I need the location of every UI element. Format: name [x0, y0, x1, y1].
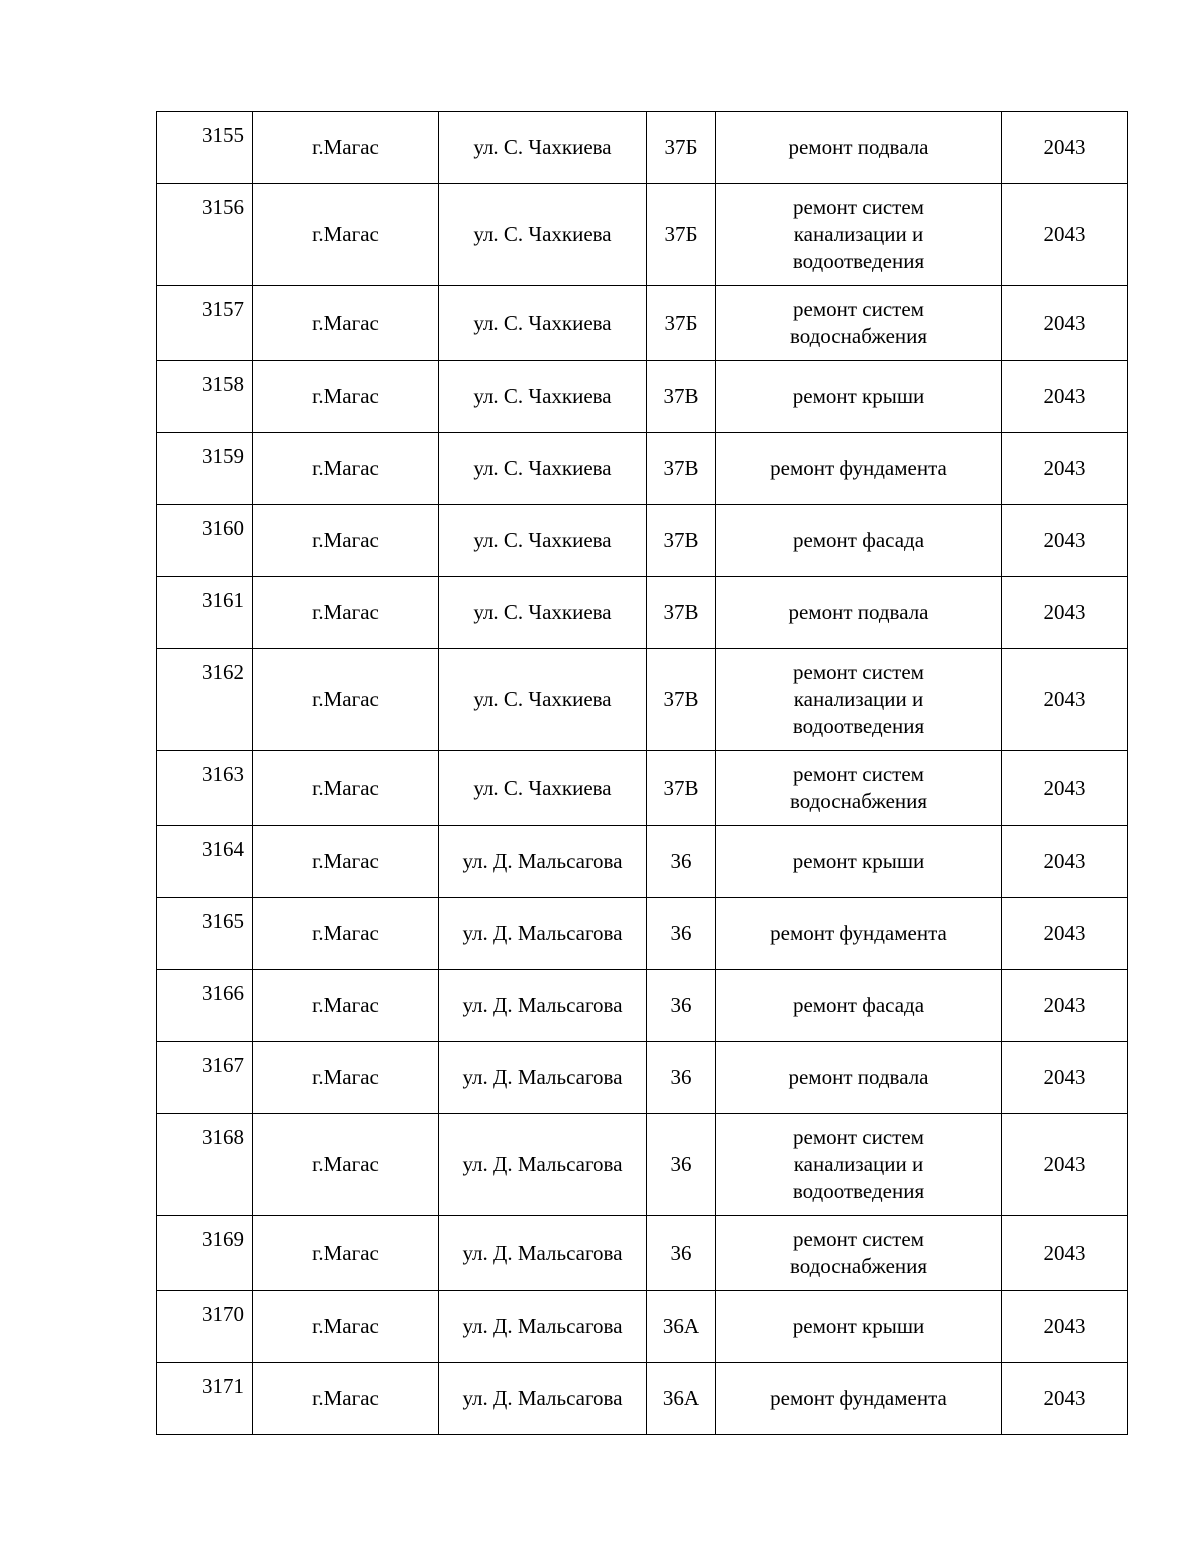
house-number-cell: 36	[647, 970, 716, 1042]
street-cell: ул. Д. Мальсагова	[439, 898, 647, 970]
house-number-cell: 37Б	[647, 184, 716, 286]
house-number-cell: 37В	[647, 361, 716, 433]
house-number-cell: 37Б	[647, 112, 716, 184]
street-cell: ул. С. Чахкиева	[439, 577, 647, 649]
table-row	[157, 970, 1128, 1042]
row-number: 3162	[157, 649, 253, 751]
row-number: 3167	[157, 1042, 253, 1114]
street-cell: ул. Д. Мальсагова	[439, 970, 647, 1042]
city-cell: г.Магас	[253, 184, 439, 286]
city-cell: г.Магас	[253, 1363, 439, 1435]
house-number-cell: 36	[647, 1114, 716, 1216]
street-cell: ул. Д. Мальсагова	[439, 1363, 647, 1435]
house-number-cell: 36	[647, 1216, 716, 1291]
work-type-cell: ремонт крыши	[716, 1291, 1002, 1363]
work-type-cell: ремонт систем канализации и водоотведения	[716, 649, 1002, 751]
street-cell: ул. С. Чахкиева	[439, 433, 647, 505]
row-number: 3164	[157, 826, 253, 898]
house-number-cell: 37В	[647, 433, 716, 505]
row-number: 3166	[157, 970, 253, 1042]
table-row	[157, 1363, 1128, 1435]
street-cell: ул. С. Чахкиева	[439, 112, 647, 184]
city-cell: г.Магас	[253, 1114, 439, 1216]
work-type-cell: ремонт систем водоснабжения	[716, 751, 1002, 826]
table-row	[157, 649, 1128, 751]
house-number-cell: 37В	[647, 751, 716, 826]
table-row	[157, 898, 1128, 970]
year-cell: 2043	[1002, 898, 1128, 970]
year-cell: 2043	[1002, 361, 1128, 433]
house-number-cell: 36	[647, 826, 716, 898]
work-type-cell: ремонт подвала	[716, 1042, 1002, 1114]
work-type-cell: ремонт крыши	[716, 826, 1002, 898]
street-cell: ул. С. Чахкиева	[439, 751, 647, 826]
table-row	[157, 112, 1128, 184]
work-type-cell: ремонт крыши	[716, 361, 1002, 433]
house-number-cell: 36	[647, 898, 716, 970]
house-number-cell: 37В	[647, 505, 716, 577]
city-cell: г.Магас	[253, 1216, 439, 1291]
year-cell: 2043	[1002, 751, 1128, 826]
city-cell: г.Магас	[253, 286, 439, 361]
year-cell: 2043	[1002, 1216, 1128, 1291]
work-type-cell: ремонт подвала	[716, 577, 1002, 649]
row-number: 3170	[157, 1291, 253, 1363]
row-number: 3161	[157, 577, 253, 649]
year-cell: 2043	[1002, 433, 1128, 505]
year-cell: 2043	[1002, 112, 1128, 184]
work-type-cell: ремонт фундамента	[716, 1363, 1002, 1435]
house-number-cell: 37В	[647, 577, 716, 649]
city-cell: г.Магас	[253, 970, 439, 1042]
work-type-cell: ремонт систем канализации и водоотведения	[716, 1114, 1002, 1216]
row-number: 3158	[157, 361, 253, 433]
table-row	[157, 577, 1128, 649]
street-cell: ул. Д. Мальсагова	[439, 1291, 647, 1363]
work-type-cell: ремонт систем водоснабжения	[716, 1216, 1002, 1291]
table-row	[157, 751, 1128, 826]
work-type-cell: ремонт фасада	[716, 970, 1002, 1042]
year-cell: 2043	[1002, 1114, 1128, 1216]
table-row	[157, 1291, 1128, 1363]
street-cell: ул. С. Чахкиева	[439, 184, 647, 286]
street-cell: ул. С. Чахкиева	[439, 286, 647, 361]
street-cell: ул. С. Чахкиева	[439, 505, 647, 577]
street-cell: ул. Д. Мальсагова	[439, 826, 647, 898]
year-cell: 2043	[1002, 577, 1128, 649]
street-cell: ул. Д. Мальсагова	[439, 1114, 647, 1216]
table-body	[157, 112, 1128, 1435]
repair-schedule-table	[156, 111, 1128, 1435]
city-cell: г.Магас	[253, 112, 439, 184]
year-cell: 2043	[1002, 286, 1128, 361]
row-number: 3163	[157, 751, 253, 826]
table-row	[157, 433, 1128, 505]
table-row	[157, 826, 1128, 898]
row-number: 3156	[157, 184, 253, 286]
work-type-cell: ремонт систем канализации и водоотведения	[716, 184, 1002, 286]
work-type-cell: ремонт систем водоснабжения	[716, 286, 1002, 361]
row-number: 3169	[157, 1216, 253, 1291]
row-number: 3155	[157, 112, 253, 184]
year-cell: 2043	[1002, 649, 1128, 751]
house-number-cell: 36	[647, 1042, 716, 1114]
year-cell: 2043	[1002, 184, 1128, 286]
work-type-cell: ремонт подвала	[716, 112, 1002, 184]
table-row	[157, 184, 1128, 286]
year-cell: 2043	[1002, 1291, 1128, 1363]
city-cell: г.Магас	[253, 505, 439, 577]
work-type-cell: ремонт фасада	[716, 505, 1002, 577]
year-cell: 2043	[1002, 970, 1128, 1042]
city-cell: г.Магас	[253, 649, 439, 751]
city-cell: г.Магас	[253, 361, 439, 433]
house-number-cell: 37Б	[647, 286, 716, 361]
work-type-cell: ремонт фундамента	[716, 433, 1002, 505]
row-number: 3159	[157, 433, 253, 505]
table-row	[157, 505, 1128, 577]
row-number: 3171	[157, 1363, 253, 1435]
city-cell: г.Магас	[253, 1291, 439, 1363]
table-row	[157, 1114, 1128, 1216]
table-row	[157, 286, 1128, 361]
row-number: 3165	[157, 898, 253, 970]
city-cell: г.Магас	[253, 577, 439, 649]
work-type-cell: ремонт фундамента	[716, 898, 1002, 970]
street-cell: ул. Д. Мальсагова	[439, 1042, 647, 1114]
city-cell: г.Магас	[253, 751, 439, 826]
city-cell: г.Магас	[253, 1042, 439, 1114]
city-cell: г.Магас	[253, 898, 439, 970]
year-cell: 2043	[1002, 1042, 1128, 1114]
table-row	[157, 1216, 1128, 1291]
city-cell: г.Магас	[253, 826, 439, 898]
street-cell: ул. С. Чахкиева	[439, 649, 647, 751]
table-row	[157, 361, 1128, 433]
table-row	[157, 1042, 1128, 1114]
street-cell: ул. Д. Мальсагова	[439, 1216, 647, 1291]
row-number: 3157	[157, 286, 253, 361]
year-cell: 2043	[1002, 826, 1128, 898]
house-number-cell: 36А	[647, 1291, 716, 1363]
house-number-cell: 37В	[647, 649, 716, 751]
city-cell: г.Магас	[253, 433, 439, 505]
year-cell: 2043	[1002, 505, 1128, 577]
year-cell: 2043	[1002, 1363, 1128, 1435]
street-cell: ул. С. Чахкиева	[439, 361, 647, 433]
row-number: 3168	[157, 1114, 253, 1216]
row-number: 3160	[157, 505, 253, 577]
house-number-cell: 36А	[647, 1363, 716, 1435]
